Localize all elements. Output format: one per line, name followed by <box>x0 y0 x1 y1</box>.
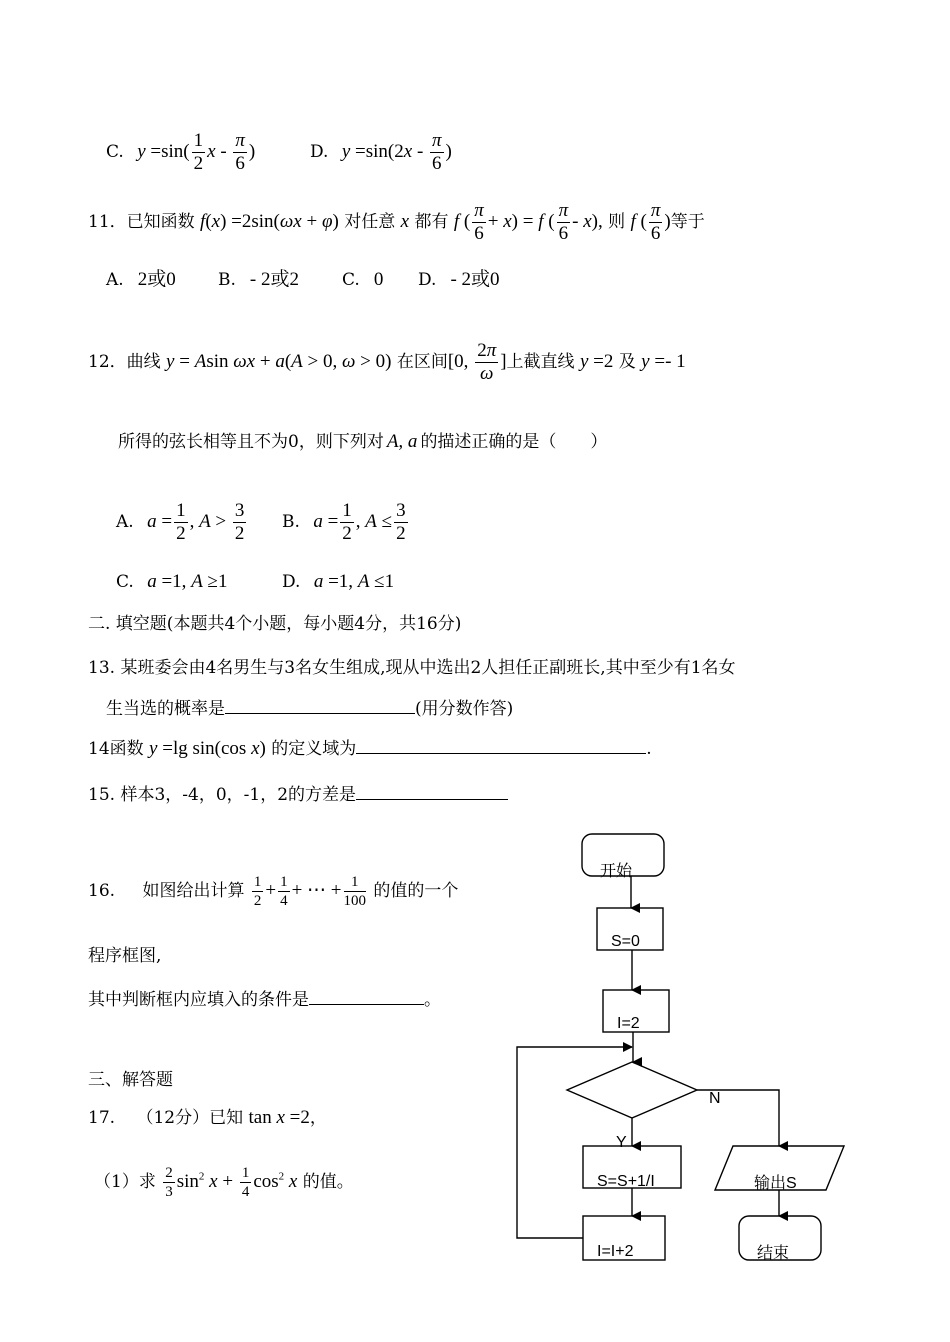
flow-end-label: 结束 <box>757 1245 790 1262</box>
flow-start-box <box>582 834 664 876</box>
flow-output-box <box>715 1146 844 1190</box>
q12-option-a: A. a = $\frac{1}{2}$ , A > $\frac{3}{2}$ <box>116 500 245 544</box>
section3-title: 三、解答题 <box>88 1070 173 1090</box>
flow-update-s-box <box>583 1146 681 1188</box>
q12-option-c: C. a =1, A ≥1 <box>116 571 228 592</box>
flow-update-s-label: S=S+1/I <box>597 1173 655 1190</box>
q16-line3: 其中判断框内应填入的条件是 。 <box>88 990 441 1010</box>
q17-part1: （1）求 $\frac{2}{3}$ $\sin^2 x$ + $\frac{1}{4}$ $\cos^2 x$ 的值。 <box>94 1165 354 1200</box>
flow-i-init-label: I=2 <box>617 1015 640 1032</box>
flow-s-init-box <box>597 908 663 950</box>
q11-option-b: B. - 2或2 <box>218 269 299 290</box>
q10-option-c: C. y =sin( $\frac{1}{2}$ x - $\frac{\pi}{6}$ ) <box>106 130 256 174</box>
q13-line2: 生当选的概率是 (用分数作答) <box>106 699 514 719</box>
q13-answer-blank[interactable] <box>225 697 415 714</box>
q12-stem-line2: 所得的弦长相等且不为0，则下列对 A, a 的描述正确的是（ ） <box>118 431 608 452</box>
q16-line2: 程序框图, <box>88 946 162 966</box>
q17-stem: 17. （12分）已知 tan x =2， <box>88 1107 327 1128</box>
q16-line1: 16. 如图给出计算 $\frac{1}{2}$ + $\frac{1}{4}$ + ⋯ + $\frac{1}{100}$ 的值的一个 <box>88 874 459 909</box>
q14-answer-blank[interactable] <box>356 737 646 754</box>
section2-title: 二. 填空题(本题共4个小题，每小题4分，共16分) <box>88 614 462 634</box>
flow-output-label: 输出S <box>754 1175 797 1192</box>
q16-answer-blank[interactable] <box>309 988 424 1005</box>
flow-decision-diamond <box>567 1062 697 1118</box>
q11-option-a: A. 2或0 <box>106 269 176 290</box>
flow-update-i-label: I=I+2 <box>597 1243 634 1260</box>
q15-answer-blank[interactable] <box>356 783 508 800</box>
q11-option-d: D. - 2或0 <box>418 269 500 290</box>
flow-arrow-no <box>697 1090 779 1146</box>
flow-update-i-box <box>583 1216 665 1260</box>
flow-start-label: 开始 <box>600 863 633 880</box>
q12-option-d: D. a =1, A ≤1 <box>282 571 395 592</box>
flow-s-init-label: S=0 <box>611 933 640 950</box>
flow-loop-back <box>517 1047 632 1238</box>
flow-yes-label: Y <box>616 1134 627 1151</box>
flow-i-init-box <box>603 990 669 1032</box>
q12-stem: 12．曲线 y = Asin ωx + a(A > 0, ω > 0) 在区间[0, $\frac{2\pi}{\omega}$ ]上截直线 y =2 及 y =- 1 <box>88 340 686 384</box>
q14: 14函数 y =lg sin(cos x) 的定义域为 . <box>88 738 652 759</box>
q15: 15. 样本3，-4，0，-1，2的方差是 <box>88 783 508 807</box>
q13-line1: 13. 某班委会由4名男生与3名女生组成,现从中选出2人担任正副班长,其中至少有1名女 <box>88 658 736 678</box>
q10-option-d: D. y =sin(2x - $\frac{\pi}{6}$ ) <box>310 130 452 174</box>
flow-end-box <box>739 1216 821 1260</box>
q12-option-b: B. a = $\frac{1}{2}$ , A ≤ $\frac{3}{2}$ <box>282 500 406 544</box>
flow-no-label: N <box>709 1090 721 1107</box>
q11-stem: 11．已知函数 f(x) =2sin(ωx + φ) 对任意 x 都有 f ( $\frac{\pi}{6}$ + x) = f ( $\frac{\pi}{6}$ - x), 则 f ( $\frac{\pi}{6}$ )等于 <box>88 200 705 244</box>
q11-option-c: C. 0 <box>342 269 384 290</box>
